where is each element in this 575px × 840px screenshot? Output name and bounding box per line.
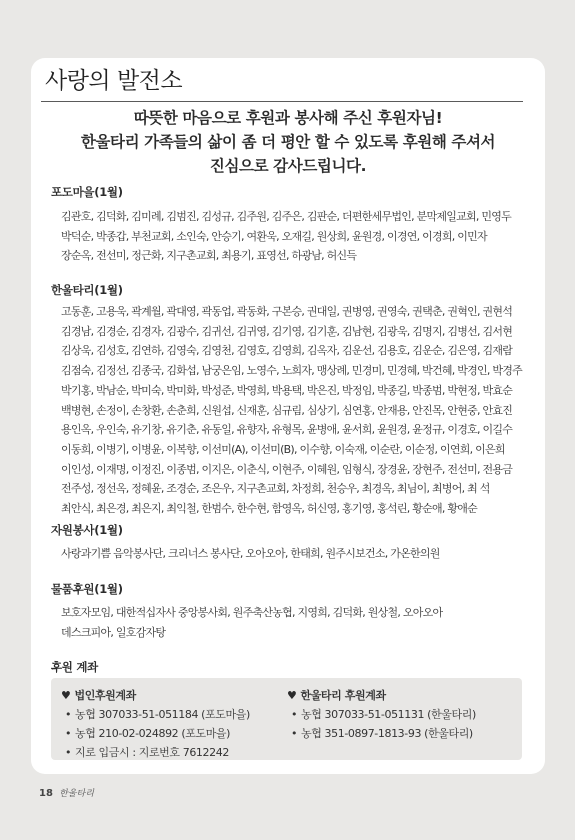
bullet-icon: • xyxy=(290,708,298,721)
page-title: 사랑의 발전소 xyxy=(45,68,183,94)
bullet-icon: • xyxy=(64,746,72,759)
account-column-hanultari xyxy=(287,686,476,743)
donor-line: 사랑과기쁨 음악봉사단, 크리너스 봉사단, 오아오아, 한태희, 원주시보건소, 가온한의원 xyxy=(61,547,440,560)
donor-line: 데스크피아, 일호감자탕 xyxy=(61,625,166,639)
intro-message xyxy=(31,106,545,178)
donor-line: 박기홍, 박남순, 박미숙, 박미화, 박성준, 박영희, 박용택, 박은진, 박정임, 박종길, 박종범, 박현정, 박효순 xyxy=(61,383,513,397)
brand-logo: 한울타리 xyxy=(59,789,94,799)
donor-line: 장순옥, 전선미, 정근화, 지구촌교회, 최용기, 표영선, 하광남, 허신득 xyxy=(61,249,357,263)
donor-line: 김상욱, 김성호, 김연하, 김영숙, 김영천, 김영호, 김영희, 김옥자, 김운선, 김용호, 김운순, 김은영, 김재람 xyxy=(61,344,513,358)
heart-icon: ♥ xyxy=(287,689,297,702)
donor-line: 용인옥, 우인숙, 유기창, 유기춘, 유동일, 유향자, 유형목, 윤병애, 윤서희, 윤원경, 윤정규, 이경호, 이길수 xyxy=(61,423,513,437)
donor-line: 김점숙, 김정선, 김종국, 김화섭, 남궁은임, 노영수, 노희자, 맹상례, 민경미, 민경혜, 박건혜, 박경인, 박경주 xyxy=(61,364,522,378)
account-number: 농협 351-0897-1813-93 (한울타리) xyxy=(301,727,473,740)
heart-icon: ♥ xyxy=(61,689,71,702)
donor-list-hanultari xyxy=(61,302,529,519)
content-card xyxy=(31,58,545,774)
account-number: 농협 307033-51-051184 (포도마을) xyxy=(75,708,250,721)
bullet-icon: • xyxy=(290,727,298,740)
intro-line: 진심으로 감사드립니다. xyxy=(209,157,367,175)
section-title-accounts: 후원 계좌 xyxy=(51,660,98,674)
intro-line: 한울타리 가족들의 삶이 좀 더 평안 할 수 있도록 후원해 주셔서 xyxy=(80,133,496,151)
account-item xyxy=(61,705,250,724)
donor-line: 이인성, 이재명, 이정진, 이종범, 이지은, 이춘식, 이현주, 이혜원, 임형식, 장경윤, 장현주, 전선미, 전용금 xyxy=(61,462,513,476)
section-title-hanultari: 한울타리(1월) xyxy=(51,283,123,297)
account-number: 농협 210-02-024892 (포도마을) xyxy=(75,727,231,740)
account-number: 농협 307033-51-051131 (한울타리) xyxy=(301,708,476,721)
donor-line: 백병현, 손정이, 손창환, 손춘희, 신원섭, 신재훈, 심규림, 심상기, 심연홍, 안재용, 안진목, 안현중, 안효진 xyxy=(61,403,513,417)
donor-list-podo xyxy=(61,207,529,266)
volunteer-list xyxy=(61,544,529,564)
account-item xyxy=(61,743,250,762)
account-heading-label: 법인후원계좌 xyxy=(74,689,136,702)
account-column-corporate xyxy=(61,686,250,762)
account-item xyxy=(287,705,476,724)
section-title-volunteer: 자원봉사(1월) xyxy=(51,523,123,537)
donor-line: 박덕순, 박종갑, 부천교회, 소인숙, 안승기, 여환욱, 오재길, 원상희, 윤원경, 이경연, 이경희, 이민자 xyxy=(61,229,487,243)
donor-line: 최안식, 최은경, 최은지, 최익철, 한범수, 한수현, 함영옥, 허신영, 홍기영, 홍석린, 황순애, 황애순 xyxy=(61,502,477,516)
page-number: 18 xyxy=(39,788,53,799)
bullet-icon: • xyxy=(64,727,72,740)
donor-line: 김경남, 김경순, 김경자, 김광수, 김귀선, 김귀영, 김기영, 김기훈, 김남현, 김광욱, 김명지, 김병선, 김서현 xyxy=(61,324,513,338)
section-title-podo: 포도마을(1월) xyxy=(51,185,123,199)
page-footer xyxy=(39,786,94,799)
donor-line: 고동훈, 고용욱, 곽계월, 곽대영, 곽동업, 곽동화, 구본승, 권대일, 권병영, 권영숙, 권택춘, 권혁인, 권현석 xyxy=(61,305,513,318)
donor-line: 보호자모임, 대한적십자사 중앙봉사회, 원주축산농협, 지영희, 김덕화, 원상철, 오아오아 xyxy=(61,606,443,619)
section-title-goods: 물품후원(1월) xyxy=(51,582,123,596)
account-heading xyxy=(61,686,250,705)
goods-donor-list xyxy=(61,603,529,642)
account-heading-label: 한울타리 후원계좌 xyxy=(300,689,386,702)
account-box xyxy=(51,678,522,760)
donor-line: 이동희, 이병기, 이병윤, 이복향, 이선미(A), 이선미(B), 이수향, 이숙재, 이순란, 이순정, 이연희, 이은희 xyxy=(61,442,505,456)
intro-line: 따뜻한 마음으로 후원과 봉사해 주신 후원자님! xyxy=(133,109,443,127)
donor-line: 전주성, 정선옥, 정혜윤, 조경순, 조은우, 지구촌교회, 차정희, 천승우, 최경옥, 최님이, 최병어, 최 석 xyxy=(61,482,490,496)
account-heading xyxy=(287,686,476,705)
account-item xyxy=(61,724,250,743)
account-item xyxy=(287,724,476,743)
donor-line: 김관호, 김덕화, 김미례, 김범진, 김성규, 김주원, 김주은, 김판순, 더편한세무법인, 분막제일교회, 민영두 xyxy=(61,210,511,223)
title-divider xyxy=(41,101,523,102)
giro-number: 지로 입금시 : 지로번호 7612242 xyxy=(75,746,229,759)
bullet-icon: • xyxy=(64,708,72,721)
